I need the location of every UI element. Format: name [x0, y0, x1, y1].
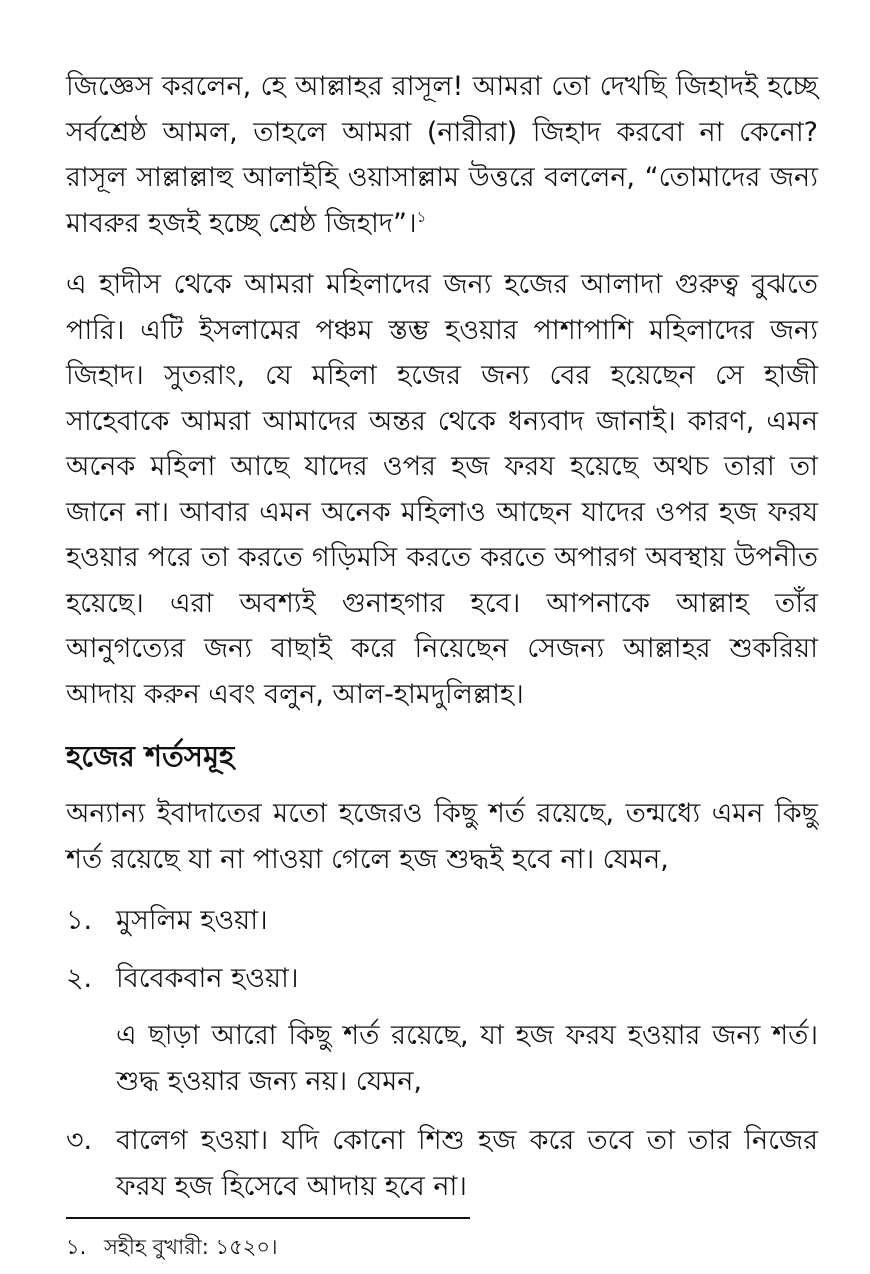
- footnote-divider: [66, 1217, 470, 1219]
- list-item-text: মুসলিম হওয়া।: [116, 905, 268, 936]
- list-item: [66, 898, 818, 944]
- list-item-number: ১.: [66, 905, 93, 936]
- section-intro: অন্যান্য ইবাদাতের মতো হজেরও কিছু শর্ত রয়েছে, তন্মধ্যে এমন কিছু শর্ত রয়েছে যা না পাওয়া গেলে হজ শুদ্ধই হবে না। যেমন,: [66, 798, 818, 875]
- list-item-number: ৩.: [66, 1125, 93, 1156]
- section-heading: হজের শর্তসমূহ: [66, 739, 235, 773]
- conditions-list: [66, 898, 818, 1001]
- conditions-list-continued: [66, 1118, 818, 1209]
- list-item-text: বিবেকবান হওয়া।: [116, 962, 299, 994]
- footnote-number: ১.: [66, 1235, 87, 1259]
- conditions-note: এ ছাড়া আরো কিছু শর্ত রয়েছে, যা হজ ফরয হওয়ার জন্য শর্ত। শুদ্ধ হওয়ার জন্য নয়। যেমন,: [116, 1020, 818, 1097]
- list-item: [66, 956, 818, 1002]
- footnote-text: সহীহ বুখারী: ১৫২০।: [104, 1235, 278, 1259]
- paragraph-hadith: [66, 64, 818, 246]
- footnote: [66, 1232, 278, 1262]
- list-item: [66, 1118, 818, 1209]
- footnote-reference: ১: [416, 207, 427, 226]
- list-item-number: ২.: [66, 962, 93, 994]
- paragraph-commentary: এ হাদীস থেকে আমরা মহিলাদের জন্য হজের আলাদা গুরুত্ব বুঝতে পারি। এটি ইসলামের পঞ্চম স্তম্ভ হওয়ার পাশাপাশি মহিলাদের জন্য জিহাদ। সুতরাং, যে মহিলা হজের জন্য বের হয়েছেন সে হাজী সাহেবাকে আমরা আমাদের অন্তর থেকে ধন্যবাদ জানাই। কারণ, এমন অনেক মহিলা আছে যাদের ওপর হজ ফরয হয়েছে অথচ তারা তা জানে না। আবার এমন অনেক মহিলাও আছেন যাদের ওপর হজ ফরয হওয়ার পরে তা করতে গড়িমসি করতে করতে অপারগ অবস্থায় উপনীত হয়েছে। এরা অবশ্যই গুনাহগার হবে। আপনাকে আল্লাহ তাঁর আনুগত্যের জন্য বাছাই করে নিয়েছেন সেজন্য আল্লাহর শুকরিয়া আদায় করুন এবং বলুন, আল-হামদুলিল্লাহ।: [66, 269, 818, 710]
- paragraph-hadith-text: জিজ্ঞেস করলেন, হে আল্লাহর রাসূল! আমরা তো দেখছি জিহাদই হচ্ছে সর্বশ্রেষ্ঠ আমল, তাহলে আমরা (নারীরা) জিহাদ করবো না কেনো? রাসূল সাল্লাল্লাহু আলাইহি ওয়াসাল্লাম উত্তরে বললেন, “তোমাদের জন্য মাবরুর হজই হচ্ছে শ্রেষ্ঠ জিহাদ”।: [66, 71, 818, 239]
- list-item-text: বালেগ হওয়া। যদি কোনো শিশু হজ করে তবে তা তার নিজের ফরয হজ হিসেবে আদায় হবে না।: [116, 1125, 818, 1202]
